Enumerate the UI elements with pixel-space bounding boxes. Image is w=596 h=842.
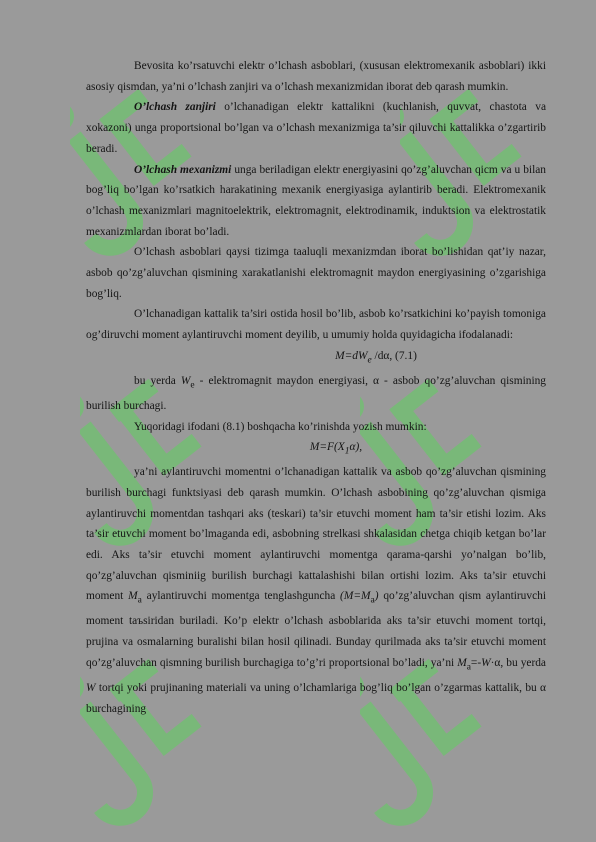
eq-sub: 1 xyxy=(344,446,350,457)
var-w: W xyxy=(180,374,191,387)
paragraph xyxy=(86,371,546,417)
var-sub: a xyxy=(137,595,142,606)
paragraph: O’lchanadigan kattalik ta’siri ostida hosil bo’lib, asbob ko’rsatkichini ko’payish tomoniga og’diruvchi moment aylantiruvchi moment deyilib, u umumiy holda quyidagicha ifodalanadi: xyxy=(86,308,546,342)
text-run: bu yerda xyxy=(134,374,181,387)
paragraph: O’lchash asboblari qaysi tizimga taaluqli mexanizmdan iborat bo’lishidan qat’iy nazar, asbob qo’zg’aluvchan qismining xarakatlanishi elektromagnit maydon energiyasining o’zgarishiga bog’liq. xyxy=(86,246,546,300)
paragraph xyxy=(86,160,546,243)
var-w: W xyxy=(481,656,491,669)
equation-7-1 xyxy=(86,346,546,371)
term-measuring-circuit: O’lchash zanjiri xyxy=(134,101,216,114)
text-run: =- xyxy=(470,656,482,669)
eq-sub: e xyxy=(367,355,372,366)
paragraph xyxy=(86,97,546,159)
eq-part: /dα, (7.1) xyxy=(371,349,417,362)
paragraph-text: unga beriladigan elektr energiyasini qo’zg’aluvchan qicm va u bilan bog’liq bo’lgan ko’rsatkich harakatining mexanik energiyasiga aylantirib beradi. Elektromexanik o’lchash mexanizmlari magnitoelektrik, elektromagnit, elektrodinamik, induktsion va elektrostatik mexanizmlardan iborat bo’ladi. xyxy=(86,163,546,238)
var-w: W xyxy=(86,681,96,694)
var-sub: a xyxy=(466,662,471,673)
inline-eq: (M=M xyxy=(340,590,371,603)
var-m: M xyxy=(128,590,138,603)
text-run: ·α, bu yerda xyxy=(490,656,546,669)
inline-eq: ) xyxy=(374,590,379,603)
paragraph: Bevosita ko’rsatuvchi elektr o’lchash asboblari, (xususan elektromexanik asboblari) ikki asosiy qismdan, ya’ni o’lchash zanjiri va o’lchash mexanizmidan iborat deb qarash mumkin. xyxy=(86,60,546,93)
var-sub: e xyxy=(190,380,195,391)
term-measuring-mechanism: O’lchash mexanizmi xyxy=(134,163,232,176)
text-run: qo’zg’aluvchan qism aylantiruvchi moment taъsiridan buriladi. Ko’p elektr o’lchash asboblarida aks ta’sir etuvchi moment tortqi, prujina va osmalarning buralishi bilan hosil qilinadi. Bunday qurilmada aks ta’sir etuvchi moment qo’zg’aluvchan qismning burilish burchagiga to’g’ri proportsional bo’ladi, ya’ni xyxy=(86,590,546,669)
paragraph xyxy=(86,462,546,719)
body-text xyxy=(86,56,546,719)
paragraph: Yuqoridagi ifodani (8.1) boshqacha ko’rinishda yozish mumkin: xyxy=(134,420,427,433)
eq-part: M=F(X xyxy=(309,441,345,454)
equation xyxy=(86,437,546,462)
paragraph-text: o’lchanadigan elektr kattalikni (kuchlanish, quvvat, chastota va xokazoni) unga proportsional bo’lgan va o’lchash mexanizmiga ta’sir qiluvchi kattalikka o’zgartirib beradi. xyxy=(86,101,546,155)
text-run: tortqi yoki prujinaning materiali va uning o’lchamlariga bog’liq bo’lgan o’zgarmas kattalik, bu α burchagining xyxy=(86,681,546,715)
text-run: - elektromagnit maydon energiyasi, α - asbob qo’zg’aluvchan qismining burilish burchagi. xyxy=(86,374,546,412)
text-run: aylantiruvchi momentga tenglashguncha xyxy=(141,590,341,603)
var-m: M xyxy=(457,656,467,669)
var-sub: a xyxy=(370,595,375,606)
eq-part: α), xyxy=(349,441,363,454)
text-run: ya’ni aylantiruvchi momentni o’lchanadigan kattalik va asbob qo’zg’aluvchan qismining burilish burchagi funktsiyasi deb qarash mumkin. O’lchash asbobining qo’zg’aluvchan qismiga aylantiruvchi momentdan tashqari aks (teskari) ta’sir etuvchi moment ham ta’sir etishi lozim. Aks ta’sir etuvchi moment bo’lmaganda edi, asbobning strelkasi shkalasidan chetga chiqib ketgan bo’lar edi. Aks ta’sir etuvchi moment aylantiruvchi momentga qarama-qarshi yo’nalgan bo’lib, qo’zg’aluvchan qisminiig burilish burchagi kattalashishi bilan ortishi lozim. Aks ta’sir etuvchi moment xyxy=(86,466,546,603)
eq-part: M=dW xyxy=(335,349,368,362)
